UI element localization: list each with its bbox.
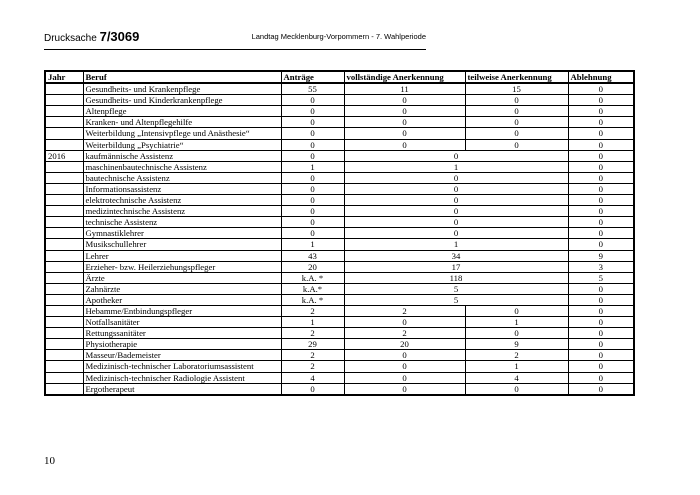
- year-cell: [45, 350, 83, 361]
- rejection-cell: 0: [568, 128, 634, 139]
- profession-cell: Informationsassistenz: [83, 183, 281, 194]
- rejection-cell: 0: [568, 195, 634, 206]
- table-row: [45, 250, 634, 261]
- applications-cell: 1: [281, 239, 344, 250]
- table-row: [45, 372, 634, 383]
- table-body: [45, 83, 634, 395]
- table-row: [45, 228, 634, 239]
- applications-cell: 0: [281, 383, 344, 395]
- year-cell: [45, 228, 83, 239]
- full-recognition-cell: 0: [344, 372, 465, 383]
- table-row: [45, 283, 634, 294]
- profession-cell: Medizinisch-technischer Radiologie Assistent: [83, 372, 281, 383]
- partial-recognition-cell: 1: [465, 361, 568, 372]
- profession-cell: Apotheker: [83, 294, 281, 305]
- profession-cell: Hebamme/Entbindungspfleger: [83, 305, 281, 316]
- profession-cell: Masseur/Bademeister: [83, 350, 281, 361]
- recognition-cell: 5: [344, 283, 568, 294]
- full-recognition-cell: 11: [344, 83, 465, 95]
- table-row: [45, 117, 634, 128]
- table-row: [45, 150, 634, 161]
- profession-cell: Kranken- und Altenpflegehilfe: [83, 117, 281, 128]
- full-recognition-cell: 0: [344, 350, 465, 361]
- year-cell: 2016: [45, 150, 83, 161]
- recognition-cell: 5: [344, 294, 568, 305]
- applications-cell: 1: [281, 317, 344, 328]
- applications-cell: 0: [281, 128, 344, 139]
- table-row: [45, 161, 634, 172]
- table-row: [45, 139, 634, 150]
- year-cell: [45, 261, 83, 272]
- applications-cell: 2: [281, 361, 344, 372]
- rejection-cell: 0: [568, 206, 634, 217]
- year-cell: [45, 328, 83, 339]
- year-cell: [45, 383, 83, 395]
- column-header: teilweise Anerkennung: [465, 71, 568, 83]
- rejection-cell: 3: [568, 261, 634, 272]
- rejection-cell: 0: [568, 172, 634, 183]
- rejection-cell: 0: [568, 117, 634, 128]
- applications-cell: 1: [281, 161, 344, 172]
- table-row: [45, 272, 634, 283]
- profession-cell: Zahnärzte: [83, 283, 281, 294]
- recognition-cell: 0: [344, 183, 568, 194]
- applications-cell: k.A.*: [281, 283, 344, 294]
- recognition-cell: 0: [344, 195, 568, 206]
- rejection-cell: 0: [568, 339, 634, 350]
- recognition-cell: 0: [344, 206, 568, 217]
- applications-cell: 29: [281, 339, 344, 350]
- column-header: Beruf: [83, 71, 281, 83]
- applications-cell: 0: [281, 217, 344, 228]
- profession-cell: medizintechnische Assistenz: [83, 206, 281, 217]
- recognition-cell: 34: [344, 250, 568, 261]
- partial-recognition-cell: 4: [465, 372, 568, 383]
- year-cell: [45, 217, 83, 228]
- partial-recognition-cell: 0: [465, 139, 568, 150]
- rejection-cell: 0: [568, 95, 634, 106]
- year-cell: [45, 83, 83, 95]
- table-row: [45, 206, 634, 217]
- table-row: [45, 361, 634, 372]
- year-cell: [45, 128, 83, 139]
- table-row: [45, 350, 634, 361]
- table-row: [45, 217, 634, 228]
- profession-cell: Physiotherapie: [83, 339, 281, 350]
- partial-recognition-cell: 2: [465, 350, 568, 361]
- table-row: [45, 317, 634, 328]
- recognition-cell: 0: [344, 150, 568, 161]
- table-row: [45, 195, 634, 206]
- recognition-cell: 0: [344, 228, 568, 239]
- parliament-title: Landtag Mecklenburg-Vorpommern - 7. Wahlperiode: [251, 32, 426, 41]
- rejection-cell: 0: [568, 228, 634, 239]
- partial-recognition-cell: 15: [465, 83, 568, 95]
- rejection-cell: 0: [568, 139, 634, 150]
- rejection-cell: 0: [568, 317, 634, 328]
- column-header: Anträge: [281, 71, 344, 83]
- applications-cell: 0: [281, 195, 344, 206]
- year-cell: [45, 317, 83, 328]
- applications-cell: 43: [281, 250, 344, 261]
- year-cell: [45, 372, 83, 383]
- recognition-table: [44, 70, 635, 396]
- rejection-cell: 0: [568, 372, 634, 383]
- profession-cell: Gymnastiklehrer: [83, 228, 281, 239]
- table-row: [45, 305, 634, 316]
- table-row: [45, 172, 634, 183]
- applications-cell: 0: [281, 139, 344, 150]
- full-recognition-cell: 0: [344, 117, 465, 128]
- year-cell: [45, 283, 83, 294]
- applications-cell: k.A. *: [281, 294, 344, 305]
- applications-cell: 55: [281, 83, 344, 95]
- full-recognition-cell: 0: [344, 95, 465, 106]
- profession-cell: Notfallsanitäter: [83, 317, 281, 328]
- partial-recognition-cell: 0: [465, 117, 568, 128]
- recognition-cell: 0: [344, 172, 568, 183]
- full-recognition-cell: 2: [344, 305, 465, 316]
- year-cell: [45, 250, 83, 261]
- applications-cell: 0: [281, 117, 344, 128]
- partial-recognition-cell: 1: [465, 317, 568, 328]
- recognition-cell: 17: [344, 261, 568, 272]
- year-cell: [45, 339, 83, 350]
- table-row: [45, 294, 634, 305]
- rejection-cell: 0: [568, 383, 634, 395]
- profession-cell: technische Assistenz: [83, 217, 281, 228]
- partial-recognition-cell: 0: [465, 305, 568, 316]
- year-cell: [45, 272, 83, 283]
- year-cell: [45, 361, 83, 372]
- profession-cell: Medizinisch-technischer Laboratoriumsassistent: [83, 361, 281, 372]
- applications-cell: 0: [281, 106, 344, 117]
- table-header-row: [45, 71, 634, 83]
- rejection-cell: 0: [568, 183, 634, 194]
- full-recognition-cell: 0: [344, 106, 465, 117]
- full-recognition-cell: 0: [344, 128, 465, 139]
- full-recognition-cell: 0: [344, 361, 465, 372]
- rejection-cell: 0: [568, 150, 634, 161]
- profession-cell: Weiterbildung „Intensivpflege und Anästhesie“: [83, 128, 281, 139]
- full-recognition-cell: 2: [344, 328, 465, 339]
- year-cell: [45, 117, 83, 128]
- rejection-cell: 0: [568, 294, 634, 305]
- full-recognition-cell: 0: [344, 139, 465, 150]
- recognition-cell: 118: [344, 272, 568, 283]
- year-cell: [45, 305, 83, 316]
- column-header: Jahr: [45, 71, 83, 83]
- table-row: [45, 83, 634, 95]
- rejection-cell: 0: [568, 350, 634, 361]
- profession-cell: Gesundheits- und Kinderkrankenpflege: [83, 95, 281, 106]
- recognition-cell: 0: [344, 217, 568, 228]
- year-cell: [45, 161, 83, 172]
- rejection-cell: 0: [568, 83, 634, 95]
- applications-cell: k.A. *: [281, 272, 344, 283]
- year-cell: [45, 139, 83, 150]
- profession-cell: Ergotherapeut: [83, 383, 281, 395]
- rejection-cell: 0: [568, 361, 634, 372]
- rejection-cell: 5: [568, 272, 634, 283]
- year-cell: [45, 294, 83, 305]
- full-recognition-cell: 0: [344, 317, 465, 328]
- rejection-cell: 0: [568, 217, 634, 228]
- partial-recognition-cell: 0: [465, 106, 568, 117]
- profession-cell: maschinenbautechnische Assistenz: [83, 161, 281, 172]
- table-row: [45, 261, 634, 272]
- applications-cell: 4: [281, 372, 344, 383]
- recognition-cell: 1: [344, 161, 568, 172]
- table-row: [45, 128, 634, 139]
- column-header: Ablehnung: [568, 71, 634, 83]
- table-row: [45, 328, 634, 339]
- profession-cell: Musikschullehrer: [83, 239, 281, 250]
- profession-cell: Lehrer: [83, 250, 281, 261]
- profession-cell: Gesundheits- und Krankenpflege: [83, 83, 281, 95]
- applications-cell: 20: [281, 261, 344, 272]
- profession-cell: elektrotechnische Assistenz: [83, 195, 281, 206]
- recognition-cell: 1: [344, 239, 568, 250]
- rejection-cell: 9: [568, 250, 634, 261]
- applications-cell: 2: [281, 305, 344, 316]
- year-cell: [45, 195, 83, 206]
- document-number: [44, 29, 139, 44]
- table-row: [45, 106, 634, 117]
- profession-cell: kaufmännische Assistenz: [83, 150, 281, 161]
- partial-recognition-cell: 9: [465, 339, 568, 350]
- year-cell: [45, 239, 83, 250]
- rejection-cell: 0: [568, 106, 634, 117]
- applications-cell: 0: [281, 150, 344, 161]
- applications-cell: 0: [281, 183, 344, 194]
- applications-cell: 2: [281, 328, 344, 339]
- profession-cell: bautechnische Assistenz: [83, 172, 281, 183]
- table-row: [45, 95, 634, 106]
- document-number-value: 7/3069: [99, 29, 140, 44]
- year-cell: [45, 183, 83, 194]
- applications-cell: 2: [281, 350, 344, 361]
- profession-cell: Ärzte: [83, 272, 281, 283]
- rejection-cell: 0: [568, 328, 634, 339]
- year-cell: [45, 106, 83, 117]
- applications-cell: 0: [281, 228, 344, 239]
- profession-cell: Altenpflege: [83, 106, 281, 117]
- applications-cell: 0: [281, 206, 344, 217]
- rejection-cell: 0: [568, 161, 634, 172]
- rejection-cell: 0: [568, 283, 634, 294]
- full-recognition-cell: 0: [344, 383, 465, 395]
- partial-recognition-cell: 0: [465, 383, 568, 395]
- partial-recognition-cell: 0: [465, 328, 568, 339]
- year-cell: [45, 95, 83, 106]
- column-header: vollständige Anerkennung: [344, 71, 465, 83]
- table-row: [45, 339, 634, 350]
- profession-cell: Erzieher- bzw. Heilerziehungspfleger: [83, 261, 281, 272]
- table-row: [45, 383, 634, 395]
- page-number: 10: [44, 455, 55, 467]
- rejection-cell: 0: [568, 305, 634, 316]
- partial-recognition-cell: 0: [465, 95, 568, 106]
- document-prefix: Drucksache: [44, 33, 97, 44]
- full-recognition-cell: 20: [344, 339, 465, 350]
- table-row: [45, 183, 634, 194]
- applications-cell: 0: [281, 172, 344, 183]
- year-cell: [45, 172, 83, 183]
- table-row: [45, 239, 634, 250]
- applications-cell: 0: [281, 95, 344, 106]
- rejection-cell: 0: [568, 239, 634, 250]
- partial-recognition-cell: 0: [465, 128, 568, 139]
- year-cell: [45, 206, 83, 217]
- page-header: [44, 29, 426, 50]
- profession-cell: Weiterbildung „Psychiatrie“: [83, 139, 281, 150]
- profession-cell: Rettungssanitäter: [83, 328, 281, 339]
